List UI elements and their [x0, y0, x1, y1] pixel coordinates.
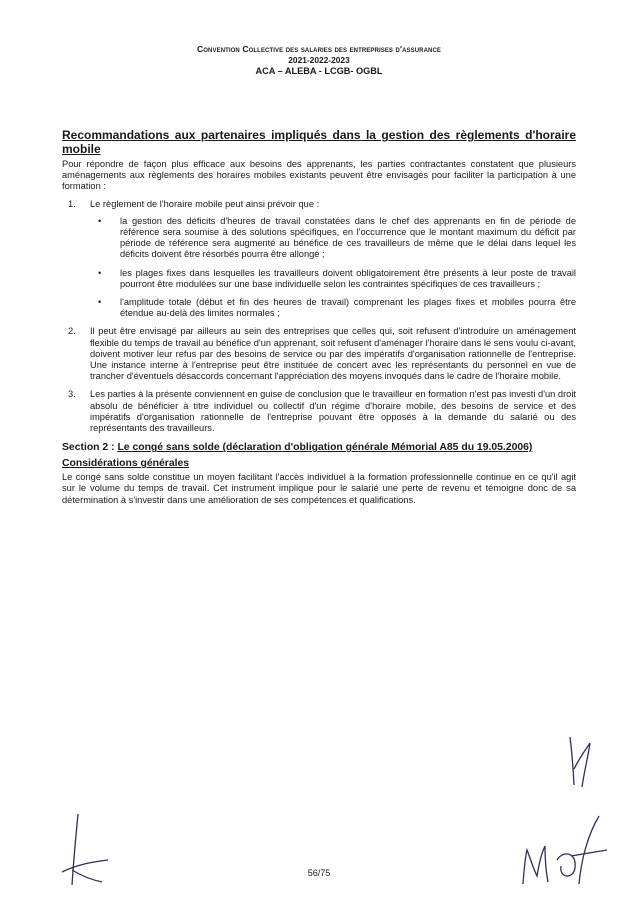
header-convention-title: Convention Collective des salaries des entreprises d'assurance	[196, 44, 441, 54]
closing-paragraph: Le congé sans solde constitue un moyen facilitant l'accès individuel à la formation professionnelle continue en ce qu'il agit sur le volume du temps de travail. Cet instrument implique pour le salarié une perte de revenu et témoigne donc de sa détermination à s'investir dans une amélioration de ses compétences et qualifications.	[62, 472, 576, 505]
bullet-item	[90, 297, 576, 319]
document-header	[0, 44, 638, 77]
bullet-icon: •	[98, 267, 102, 278]
section-heading: Recommandations aux partenaires impliqués dans la gestion des règlements d'horaire mobile	[62, 128, 576, 156]
section-title	[62, 441, 576, 454]
signature-right-bottom-icon	[515, 810, 610, 892]
page-number: 56/75	[307, 868, 331, 878]
bullet-text: l'amplitude totale (début et fin des heures de travail) comprenant les plages fixes et mobiles pourra être étendue au-delà des limites normales ;	[120, 297, 576, 319]
item-number: 1.	[68, 198, 76, 209]
signature-right-top-icon	[560, 735, 600, 790]
signature-left-icon	[56, 810, 116, 890]
intro-paragraph: Pour répondre de façon plus efficace aux besoins des apprenants, les parties contractantes constatent que plusieurs aménagements aux règlements des horaires mobiles existants peuvent être envisagés pour faciliter la participation à une formation :	[62, 159, 576, 192]
numbered-item-2	[62, 326, 576, 382]
header-years: 2021-2022-2023	[288, 55, 350, 65]
item-number: 3.	[68, 389, 76, 400]
subheading: Considérations générales	[62, 458, 190, 470]
section-prefix: Section 2 :	[62, 442, 118, 454]
bullet-item	[90, 268, 576, 290]
document-body	[62, 128, 576, 506]
header-parties: ACA – ALEBA - LCGB- OGBL	[255, 66, 383, 76]
bullet-item	[90, 216, 576, 261]
numbered-item-1	[62, 199, 576, 320]
item-text: Les parties à la présente conviennent en guise de conclusion que le travailleur en formation n'est pas investi d'un droit absolu de bénéficier à titre individuel ou collectif d'un régime d'horaire mobile, des besoins de service et des impératifs d'organisation rationnelle de l'entreprise pouvant être opposés à la demande du salarié ou des représentants des travailleurs.	[90, 389, 576, 434]
item-text: Il peut être envisagé par ailleurs au sein des entreprises que celles qui, soit refusent d'introduire un aménagement flexible du temps de travail au bénéfice d'un apprenant, soit refusent d'aménager l'horaire dans le sens voulu ci-avant, doivent motiver leur refus par des besoins de service ou par des impératifs d'organisation rationnelle de l'entreprise. Une instance interne à l'entreprise peut être instituée de concert avec les représentants du personnel en vue de trancher d'éventuels désaccords concernant l'appréciation des moyens invoqués dans le cadre de l'horaire mobile.	[90, 326, 576, 382]
numbered-item-3	[62, 389, 576, 434]
bullet-text: la gestion des déficits d'heures de travail constatées dans le chef des apprenants en fin de période de référence sera soumise à des solutions spécifiques, en l'occurrence que le montant maximum du déficit par période de référence sera augmenté au bénéfice de ces travailleurs de même que le délai dans lequel les déficits doivent être résorbés pourra être allongé ;	[120, 215, 576, 260]
bullet-text: les plages fixes dans lesquelles les travailleurs doivent obligatoirement être présents à leur poste de travail pourront être modulées sur une base individuelle selon les contraintes spécifiques de ces travailleurs ;	[120, 267, 576, 289]
section-title-text: Le congé sans solde (déclaration d'obligation générale Mémorial A85 du 19.05.2006)	[117, 442, 533, 454]
item-lead-text: Le règlement de l'horaire mobile peut ainsi prévoir que :	[90, 198, 320, 209]
item-number: 2.	[68, 326, 76, 337]
bullet-icon: •	[98, 297, 102, 308]
bullet-icon: •	[98, 215, 102, 226]
